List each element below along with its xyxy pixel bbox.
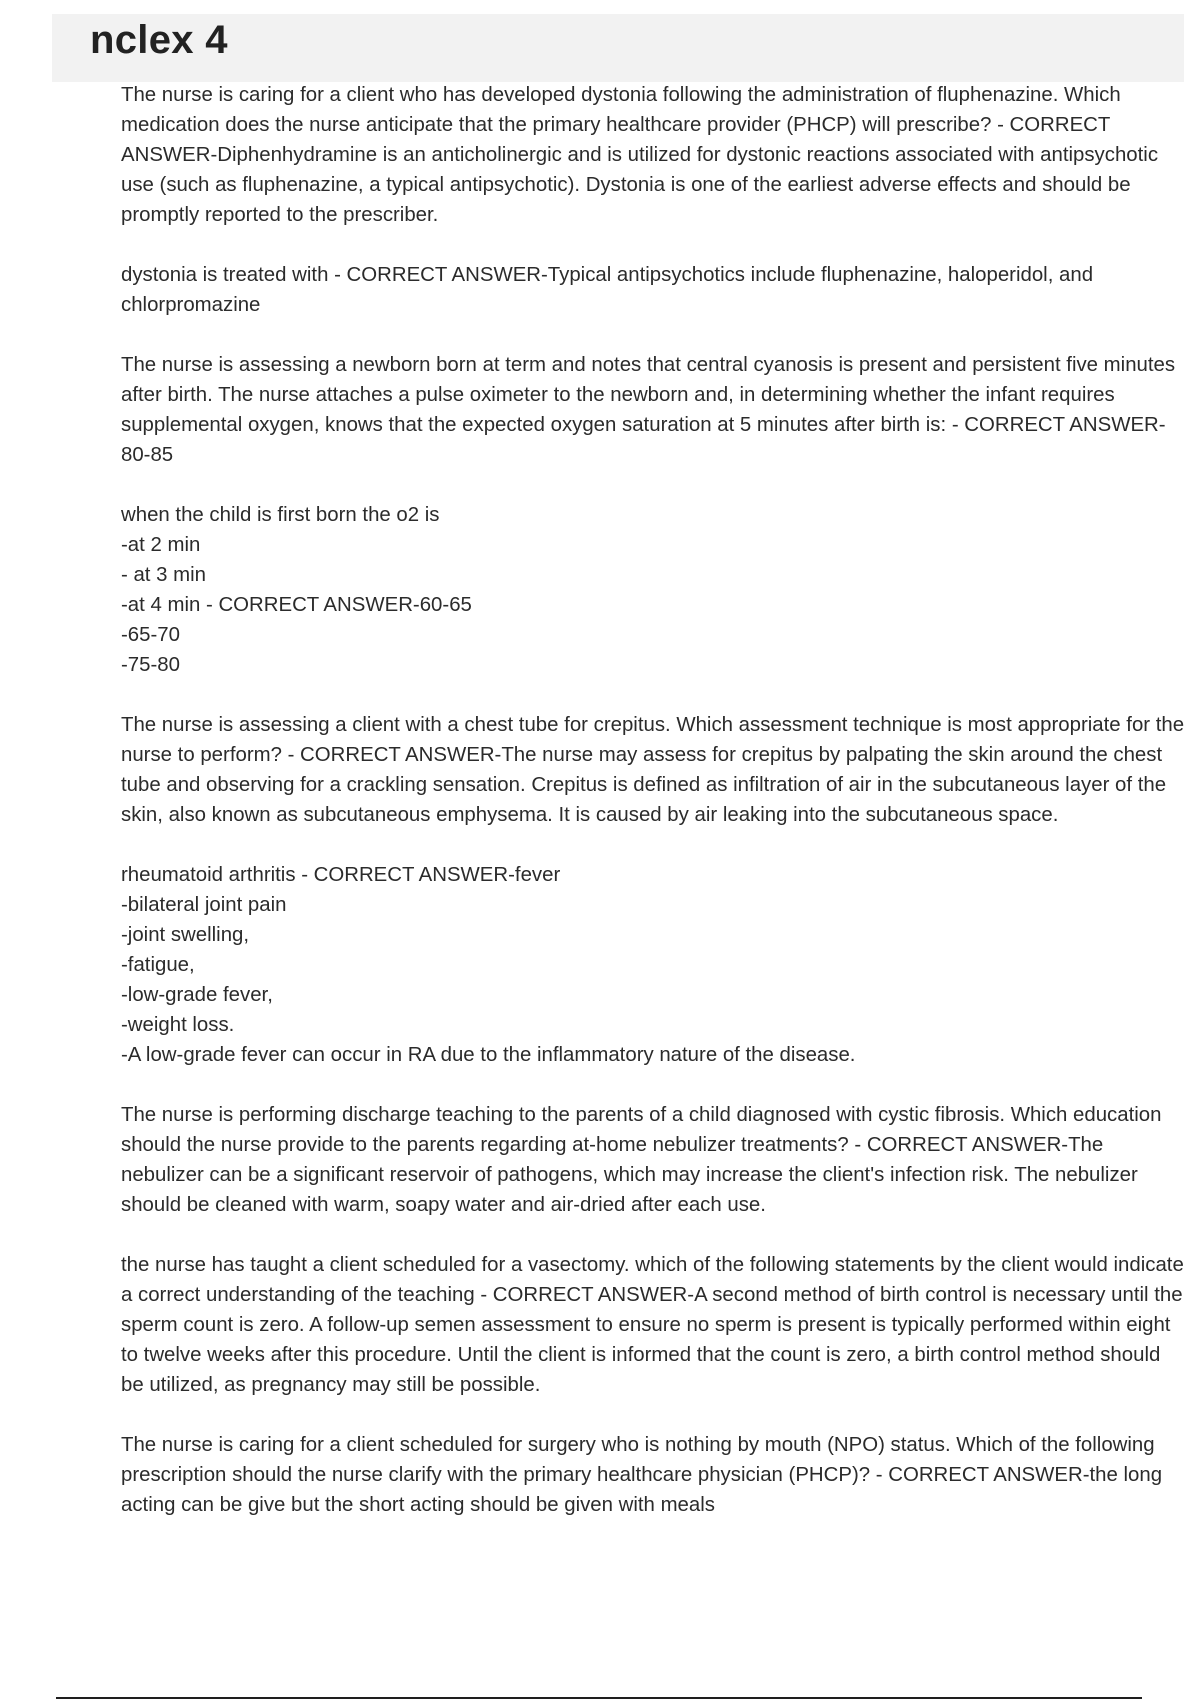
document-title: nclex 4 xyxy=(90,18,228,62)
document-body xyxy=(121,80,1187,1550)
qa-entry-dystonia-medication: The nurse is caring for a client who has developed dystonia following the administration of fluphenazine. Which medication does the nurse anticipate that the primary healthcare provider (PHCP) will prescribe? - CORRECT ANSWER-Diphenhydramine is an anticholinergic and is utilized for dystonic reactions associated with antipsychotic use (such as fluphenazine, a typical antipsychotic). Dystonia is one of the earliest adverse effects and should be promptly reported to the prescriber. xyxy=(121,84,1159,226)
qa-entry-chest-tube-crepitus: The nurse is assessing a client with a chest tube for crepitus. Which assessment technique is most appropriate for the nurse to perform? - CORRECT ANSWER-The nurse may assess for crepitus by palpating the skin around the chest tube and observing for a crackling sensation. Crepitus is defined as infiltration of air in the subcutaneous layer of the skin, also known as subcutaneous emphysema. It is caused by air leaking into the subcutaneous space. xyxy=(121,714,1185,826)
footer-divider xyxy=(56,1697,1142,1699)
qa-entry-vasectomy-teaching: the nurse has taught a client scheduled for a vasectomy. which of the following statements by the client would indicate a correct understanding of the teaching - CORRECT ANSWER-A second method of birth control is necessary until the sperm count is zero. A follow-up semen assessment to ensure no sperm is present is typically performed within eight to twelve weeks after this procedure. Until the client is informed that the count is zero, a birth control method should be utilized, as pregnancy may still be possible. xyxy=(121,1254,1184,1396)
qa-entry-newborn-oxygen: The nurse is assessing a newborn born at term and notes that central cyanosis is present and persistent five minutes after birth. The nurse attaches a pulse oximeter to the newborn and, in determining whether the infant requires supplemental oxygen, knows that the expected oxygen saturation at 5 minutes after birth is: - CORRECT ANSWER-80-85 xyxy=(121,354,1176,466)
qa-entry-dystonia-treatment: dystonia is treated with - CORRECT ANSWER-Typical antipsychotics include fluphenazine, haloperidol, and chlorpromazine xyxy=(121,264,1094,316)
qa-entry-newborn-o2-timeline: when the child is first born the o2 is -at 2 min - at 3 min -at 4 min - CORRECT ANSWER-60-65 -65-70 -75-80 xyxy=(121,504,472,676)
qa-entry-rheumatoid-arthritis: rheumatoid arthritis - CORRECT ANSWER-fever -bilateral joint pain -joint swelling, -fatigue, -low-grade fever, -weight loss. -A low-grade fever can occur in RA due to the inflammatory nature of the disease. xyxy=(121,864,856,1066)
qa-entry-npo-prescription: The nurse is caring for a client scheduled for surgery who is nothing by mouth (NPO) status. Which of the following prescription should the nurse clarify with the primary healthcare physician (PHCP)? - CORRECT ANSWER-the long acting can be give but the short acting should be given with meals xyxy=(121,1434,1163,1516)
qa-entry-cystic-fibrosis-nebulizer: The nurse is performing discharge teaching to the parents of a child diagnosed with cystic fibrosis. Which education should the nurse provide to the parents regarding at-home nebulizer treatments? - CORRECT ANSWER-The nebulizer can be a significant reservoir of pathogens, which may increase the client's infection risk. The nebulizer should be cleaned with warm, soapy water and air-dried after each use. xyxy=(121,1104,1162,1216)
